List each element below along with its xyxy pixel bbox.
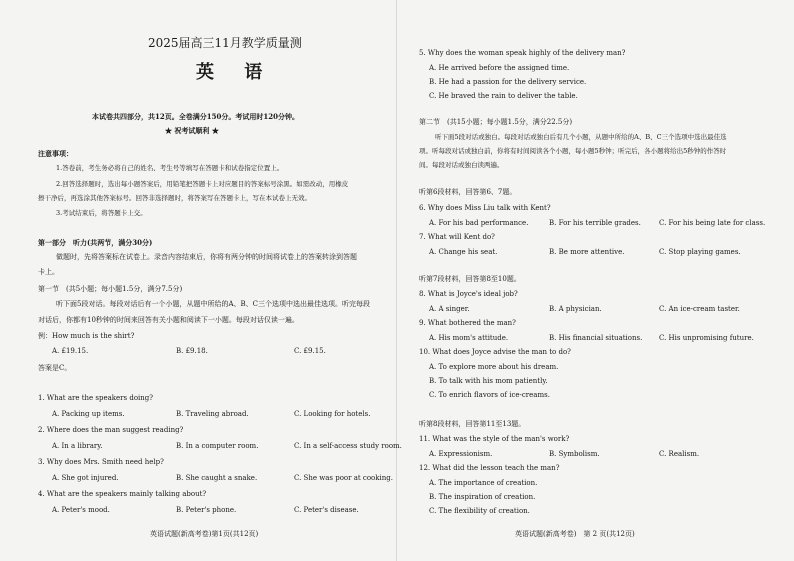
subject-title: 英 语 [196, 62, 275, 83]
page-footer-1: 英语试题(新高考卷)第1页(共12页) [150, 530, 259, 538]
q10-option-b: B. To talk with his mom patiently. [429, 377, 548, 385]
exam-page-2 [397, 0, 794, 561]
q6-option-a: A. For his bad performance. [429, 219, 529, 227]
notice-item-1: 1.答卷前，考生务必将自己的姓名、考生号等填写在答题卡和试卷指定位置上。 [56, 164, 284, 172]
question-11: 11. What was the style of the man's work? [419, 435, 570, 443]
q3-option-a: A. She got injured. [52, 474, 119, 482]
section1-instructions-line-1: 听下面5段对话。每段对话后有一个小题，从题中所给的A、B、C三个选项中选出最佳选项。听完每段 [56, 300, 371, 308]
q10-option-a: A. To explore more about his dream. [429, 363, 559, 371]
q9-option-a: A. His mom's attitude. [429, 334, 509, 342]
q8-option-a: A. A singer. [429, 305, 470, 313]
q8-option-c: C. An ice-cream taster. [659, 305, 740, 313]
question-9: 9. What bothered the man? [419, 319, 516, 327]
q11-option-a: A. Expressionism. [429, 450, 493, 458]
section1-heading: 第一节 (共5小题；每小题1.5分，满分7.5分) [38, 285, 183, 293]
q10-option-c: C. To enrich flavors of ice-creams. [429, 391, 550, 399]
q1-option-b: B. Traveling abroad. [176, 410, 249, 418]
exam-title: 2025届高三11月教学质量测 [148, 36, 302, 50]
section2-instructions-line-3: 间。每段对话或独白读两遍。 [419, 161, 504, 169]
question-4: 4. What are the speakers mainly talking about? [38, 490, 207, 498]
example-answer: 答案是C。 [38, 364, 72, 372]
q11-option-c: C. Realism. [659, 450, 700, 458]
q4-option-c: C. Peter's disease. [294, 506, 359, 514]
q1-option-c: C. Looking for hotels. [294, 410, 371, 418]
q8-option-b: B. A physician. [549, 305, 602, 313]
q7-option-c: C. Stop playing games. [659, 248, 741, 256]
q7-option-b: B. Be more attentive. [549, 248, 625, 256]
part1-instructions-line-1: 做题时，先将答案标在试卷上。录音内容结束后，你将有两分钟的时间将试卷上的答案转涂到答题 [56, 253, 357, 261]
question-10: 10. What does Joyce advise the man to do? [419, 348, 571, 356]
question-7: 7. What will Kent do? [419, 233, 495, 241]
section2-instructions-line-1: 听下面5段对话或独白。每段对话或独白后有几个小题，从题中所给的A、B、C三个选项中选出最佳选 [435, 133, 727, 141]
exam-intro: 本试卷共四部分，共12页。全卷满分150分。考试用时120分钟。 [92, 112, 299, 121]
material-6-heading: 听第6段材料，回答第6、7题。 [419, 188, 517, 196]
q11-option-b: B. Symbolism. [549, 450, 600, 458]
question-5: 5. Why does the woman speak highly of the delivery man? [419, 49, 626, 57]
material-8-heading: 听第8段材料，回答第11至13题。 [419, 420, 526, 428]
example-question: 例：How much is the shirt? [38, 332, 135, 340]
q2-option-c: C. In a self-access study room. [294, 442, 402, 450]
section2-heading: 第二节 (共15小题；每小题1.5分，满分22.5分) [419, 118, 573, 126]
notice-item-3: 3.考试结束后，将答题卡上交。 [56, 209, 147, 217]
question-8: 8. What is Joyce's ideal job? [419, 290, 518, 298]
example-option-c: C. £9.15. [294, 347, 326, 355]
good-luck-wish: ★ 祝考试顺利 ★ [165, 126, 219, 135]
q6-option-b: B. For his terrible grades. [549, 219, 641, 227]
q9-option-b: B. His financial situations. [549, 334, 643, 342]
q2-option-a: A. In a library. [52, 442, 103, 450]
section2-instructions-line-2: 项。听每段对话或独白前，你将有时间阅读各个小题，每小题5秒钟；听完后，各小题将给出5秒钟的作答时 [419, 147, 727, 155]
page-footer-2: 英语试题(新高考卷) 第 2 页(共12页) [515, 530, 635, 538]
q12-option-b: B. The inspiration of creation. [429, 493, 536, 501]
q5-option-c: C. He braved the rain to deliver the table. [429, 92, 578, 100]
q5-option-a: A. He arrived before the assigned time. [429, 64, 570, 72]
question-3: 3. Why does Mrs. Smith need help? [38, 458, 164, 466]
example-option-a: A. £19.15. [52, 347, 89, 355]
question-6: 6. Why does Miss Liu talk with Kent? [419, 204, 551, 212]
question-1: 1. What are the speakers doing? [38, 394, 154, 402]
material-7-heading: 听第7段材料，回答第8至10题。 [419, 275, 521, 283]
q2-option-b: B. In a computer room. [176, 442, 259, 450]
q4-option-a: A. Peter's mood. [52, 506, 110, 514]
q9-option-c: C. His unpromising future. [659, 334, 754, 342]
q5-option-b: B. He had a passion for the delivery service. [429, 78, 587, 86]
q1-option-a: A. Packing up items. [52, 410, 125, 418]
question-12: 12. What did the lesson teach the man? [419, 464, 560, 472]
example-option-b: B. £9.18. [176, 347, 208, 355]
q4-option-b: B. Peter's phone. [176, 506, 237, 514]
q12-option-c: C. The flexibility of creation. [429, 507, 530, 515]
question-2: 2. Where does the man suggest reading? [38, 426, 184, 434]
q12-option-a: A. The importance of creation. [429, 479, 538, 487]
notice-item-2-line-1: 2.回答选择题时，选出每小题答案后，用铅笔把答题卡上对应题目的答案标号涂黑。如需改动，用橡皮 [56, 180, 349, 188]
notice-heading: 注意事项： [38, 149, 73, 158]
q7-option-a: A. Change his seat. [429, 248, 498, 256]
part1-heading: 第一部分 听力(共两节，满分30分) [38, 238, 153, 247]
q6-option-c: C. For his being late for class. [659, 219, 766, 227]
q3-option-b: B. She caught a snake. [176, 474, 258, 482]
part1-instructions-line-2: 卡上。 [38, 268, 59, 276]
section1-instructions-line-2: 对话后，你都有10秒钟的时间来回答有关小题和阅读下一小题。每段对话仅读一遍。 [38, 316, 299, 324]
notice-item-2-line-2: 擦干净后，再选涂其他答案标号。回答非选择题时，将答案写在答题卡上，写在本试卷上无效。 [38, 194, 311, 202]
q3-option-c: C. She was poor at cooking. [294, 474, 393, 482]
